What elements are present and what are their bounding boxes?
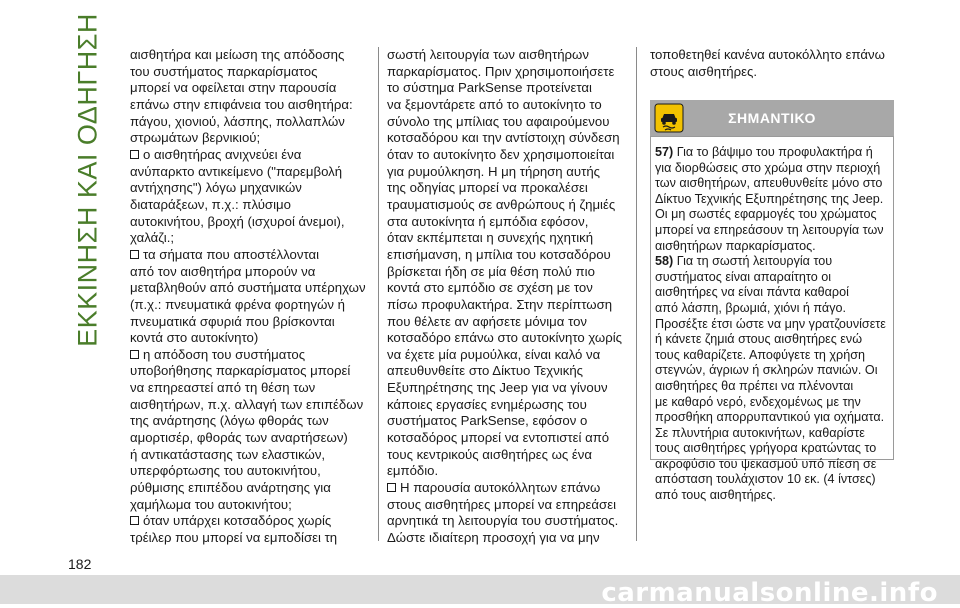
- notice-line: [655, 301, 893, 317]
- notice-line-text: με καθαρό νερό, ενδεχομένως με την: [655, 394, 861, 409]
- line-text: της ανάρτησης (λόγω φθοράς των: [130, 413, 329, 429]
- line-text: στους αισθητήρες μπορεί να επηρεάσει: [387, 496, 616, 512]
- line-text: κοντά στο εμπόδιο σε σχέση με τον: [387, 280, 593, 296]
- text-line: [130, 97, 370, 114]
- line-text: Δώστε ιδιαίτερη προσοχή για να μην: [387, 530, 600, 546]
- line-text: τραυματισμούς σε ανθρώπους ή ζημιές: [387, 196, 616, 212]
- checkbox-bullet-icon: [130, 150, 139, 159]
- notice-line-text: από τους αισθητήρες.: [655, 488, 776, 503]
- line-text: Η παρουσία αυτοκόλλητων επάνω: [400, 480, 601, 496]
- notice-line-text: των αισθητήρων, απευθυνθείτε μόνο στο: [655, 176, 883, 191]
- line-text: που θέλετε αν αφήσετε μόνιμα τον: [387, 313, 588, 329]
- notice-line-text: Σε πλυντήρια αυτοκινήτων, καθαρίστε: [655, 425, 865, 440]
- line-text: αμορτισέρ, φθοράς των αναρτήσεων): [130, 430, 348, 446]
- line-text: πίσω προφυλακτήρα. Στην περίπτωση: [387, 296, 613, 312]
- text-line: [130, 480, 370, 497]
- section-title: [60, 12, 116, 347]
- column-divider: [378, 47, 379, 541]
- notice-line-text: συστήματος είναι απαραίτητο οι: [655, 269, 831, 284]
- text-line: [387, 64, 627, 81]
- checkbox-bullet-icon: [130, 516, 139, 525]
- text-line: [387, 480, 627, 497]
- checkbox-bullet-icon: [387, 483, 396, 492]
- notice-body: [650, 136, 894, 503]
- notice-title: ΣΗΜΑΝΤΙΚΟ: [728, 110, 816, 126]
- important-notice-box: [650, 100, 894, 503]
- notice-line: [655, 488, 893, 504]
- line-text: μπορεί να οφείλεται στην παρουσία: [130, 80, 337, 96]
- line-text: όταν υπάρχει κοτσαδόρος χωρίς: [143, 513, 332, 529]
- line-text: ο αισθητήρας ανιχνεύει ένα: [143, 146, 302, 162]
- line-text: συστήματος ParkSense, εφόσον ο: [387, 413, 588, 429]
- text-line: [387, 247, 627, 264]
- notice-line: [655, 239, 893, 255]
- text-line: [387, 330, 627, 347]
- line-text: το σύστημα ParkSense προτείνεται: [387, 80, 592, 96]
- line-text: στους αισθητήρες.: [650, 63, 758, 79]
- line-text: χαλάζι.;: [130, 230, 175, 246]
- line-text: απευθυνθείτε στο Δίκτυο Τεχνικής: [387, 363, 584, 379]
- line-text: ρύθμισης επιπέδου ανάρτησης για: [130, 480, 331, 496]
- text-line: [387, 297, 627, 314]
- notice-line-text: τους αισθητήρες γρήγορα κρατώντας το: [655, 441, 877, 456]
- text-line: [130, 80, 370, 97]
- text-line: [387, 497, 627, 514]
- notice-line: [655, 363, 893, 379]
- line-text: παρκαρίσματος. Πριν χρησιμοποιήσετε: [387, 63, 615, 79]
- notice-line: [655, 457, 893, 473]
- text-line: [130, 463, 370, 480]
- notice-line: [655, 161, 893, 177]
- line-text: πάγου, χιονιού, λάσπης, πολλαπλών: [130, 113, 345, 129]
- line-text: του συστήματος παρκαρίσματος: [130, 63, 318, 79]
- notice-line-text: τους καθαρίζετε. Αποφύγετε τη χρήση: [655, 347, 865, 362]
- text-line: [387, 463, 627, 480]
- notice-line-text: Προσέξτε έτσι ώστε να μην γρατζουνίσετε: [655, 316, 886, 331]
- notice-line: [655, 379, 893, 395]
- text-column-2: [387, 47, 627, 547]
- line-text: τοποθετηθεί κανένα αυτοκόλλητο επάνω: [650, 47, 885, 62]
- line-text: σύνολο της μπίλιας του αφαιρούμενου: [387, 113, 610, 129]
- text-line: [387, 347, 627, 364]
- notice-line-text: ή κάνετε ζημιά στους αισθητήρες ενώ: [655, 332, 863, 347]
- notice-line: [655, 192, 893, 208]
- text-line: [130, 214, 370, 231]
- notice-line-text: αισθητήρες θα πρέπει να πλένονται: [655, 378, 854, 393]
- line-text: αυτοκινήτου, βροχή (ισχυροί άνεμοι),: [130, 213, 345, 229]
- line-text: Εξυπηρέτησης της Jeep για να γίνουν: [387, 380, 608, 396]
- notice-line: [655, 426, 893, 442]
- text-line: [130, 530, 370, 547]
- notice-line: [655, 223, 893, 239]
- notice-line: [655, 317, 893, 333]
- line-text: τα σήματα που αποστέλλονται: [143, 246, 320, 262]
- line-text: εμπόδιο.: [387, 463, 439, 479]
- line-text: η απόδοση του συστήματος: [143, 346, 306, 362]
- line-text: όταν εκπέμπεται η συνεχής ηχητική: [387, 230, 594, 246]
- line-text: μεταβληθούν από συστήματα υπέρηχων: [130, 280, 366, 296]
- text-line: [130, 447, 370, 464]
- line-text: βρίσκεται ήδη σε μία θέση πολύ πιο: [387, 263, 595, 279]
- notice-line-text: απόσταση τουλάχιστον 10 εκ. (4 ίντσες): [655, 472, 876, 487]
- text-line: [387, 280, 627, 297]
- notice-line-text: στεγνών, άγριων ή σκληρών πανιών. Οι: [655, 363, 878, 378]
- notice-line-text: Οι μη σωστές εφαρμογές του χρώματος: [655, 207, 877, 222]
- text-line: [387, 147, 627, 164]
- text-line: [130, 230, 370, 247]
- line-text: αισθητήρων, π.χ. αλλαγή των επιπέδων: [130, 396, 364, 412]
- text-line: [387, 430, 627, 447]
- text-line: [130, 197, 370, 214]
- page-number: 182: [68, 556, 92, 572]
- column-divider: [636, 47, 637, 541]
- text-line: [130, 297, 370, 314]
- notice-line: [655, 285, 893, 301]
- text-line: [387, 380, 627, 397]
- text-line: [387, 363, 627, 380]
- notice-line-text: ακροφύσιο του ψεκασμού υπό πίεση σε: [655, 456, 877, 471]
- text-line: [130, 397, 370, 414]
- text-line: [130, 330, 370, 347]
- note-number: 58): [655, 254, 674, 269]
- text-line: [387, 130, 627, 147]
- notice-line: [655, 348, 893, 364]
- line-text: αντήχησης") λόγω μηχανικών: [130, 180, 302, 196]
- line-text: όταν το αυτοκίνητο δεν χρησιμοποιείται: [387, 146, 615, 162]
- notice-line-text: Για τη σωστή λειτουργία του: [673, 254, 833, 269]
- text-line: [387, 230, 627, 247]
- text-line: [650, 47, 895, 64]
- text-line: [130, 280, 370, 297]
- text-line: [130, 247, 370, 264]
- notice-line: [655, 176, 893, 192]
- note-number: 57): [655, 145, 674, 159]
- text-line: [387, 164, 627, 181]
- notice-line: [655, 145, 893, 161]
- line-text: από τον αισθητήρα μπορούν να: [130, 263, 316, 279]
- notice-line: [655, 395, 893, 411]
- line-text: υποβοήθησης παρκαρίσματος μπορεί: [130, 363, 351, 379]
- text-column-3: [650, 47, 895, 80]
- line-text: τρέιλερ που μπορεί να εμποδίσει τη: [130, 530, 338, 546]
- notice-line: [655, 254, 893, 270]
- text-line: [650, 64, 895, 81]
- line-text: κοτσαδόρος μπορεί να εντοπιστεί από: [387, 430, 610, 446]
- watermark-bar: [0, 575, 960, 608]
- text-line: [387, 214, 627, 231]
- line-text: να έχετε μία ρυμούλκα, είναι καλό να: [387, 346, 601, 362]
- text-line: [130, 363, 370, 380]
- text-line: [387, 180, 627, 197]
- text-line: [130, 47, 370, 64]
- line-text: κοτσαδόρο επάνω στο αυτοκίνητο χωρίς: [387, 330, 622, 346]
- text-line: [387, 513, 627, 530]
- notice-line-text: Δίκτυο Τεχνικής Εξυπηρέτησης της Jeep.: [655, 191, 884, 206]
- line-text: κοντά στο αυτοκίνητο): [130, 330, 259, 346]
- line-text: της οδηγίας μπορεί να προκαλέσει: [387, 180, 588, 196]
- text-line: [130, 314, 370, 331]
- line-text: επάνω στην επιφάνεια του αισθητήρα:: [130, 96, 353, 112]
- text-line: [387, 447, 627, 464]
- text-column-1: [130, 47, 370, 547]
- line-text: να επηρεαστεί από τη θέση των: [130, 380, 316, 396]
- line-text: διαταράξεων, π.χ.: πλύσιμο: [130, 196, 291, 212]
- text-line: [387, 530, 627, 547]
- text-line: [387, 413, 627, 430]
- notice-line-text: από λάσπη, βρωμιά, χιόνι ή πάγο.: [655, 300, 846, 315]
- text-line: [130, 264, 370, 281]
- notice-line: [655, 441, 893, 457]
- line-text: κοτσαδόρου και την αντίστοιχη σύνδεση: [387, 130, 620, 146]
- notice-line: [655, 270, 893, 286]
- text-line: [130, 164, 370, 181]
- notice-line: [655, 207, 893, 223]
- line-text: χαμήλωμα του αυτοκινήτου;: [130, 496, 292, 512]
- line-text: αισθητήρα και μείωση της απόδοσης: [130, 47, 345, 62]
- text-line: [387, 397, 627, 414]
- text-line: [130, 413, 370, 430]
- line-text: επισήμανση, η μπίλια του κοτσαδόρου: [387, 246, 611, 262]
- line-text: στρωμάτων βερνικιού;: [130, 130, 261, 146]
- notice-line: [655, 410, 893, 426]
- text-line: [130, 347, 370, 364]
- checkbox-bullet-icon: [130, 250, 139, 259]
- line-text: πνευματικά σφυριά που βρίσκονται: [130, 313, 335, 329]
- line-text: ή αντικατάστασης των ελαστικών,: [130, 446, 326, 462]
- text-line: [387, 264, 627, 281]
- notice-line-text: αισθητήρων παρκαρίσματος.: [655, 238, 816, 253]
- line-text: τους κεντρικούς αισθητήρες ως ένα: [387, 446, 593, 462]
- notice-line: [655, 472, 893, 488]
- line-text: (π.χ.: πνευματικά φρένα φορτηγών ή: [130, 296, 345, 312]
- line-text: αρνητικά τη λειτουργία του συστήματος.: [387, 513, 619, 529]
- notice-line-text: για διορθώσεις στο χρώμα στην περιοχή: [655, 160, 881, 175]
- line-text: να ξεμοντάρετε από το αυτοκίνητο το: [387, 96, 602, 112]
- text-line: [387, 314, 627, 331]
- text-line: [130, 513, 370, 530]
- text-line: [387, 80, 627, 97]
- text-line: [130, 147, 370, 164]
- text-line: [130, 380, 370, 397]
- section-title-text: ΕΚΚΙΝΗΣΗ ΚΑΙ ΟΔΗΓΗΣΗ: [72, 12, 103, 347]
- text-line: [130, 130, 370, 147]
- text-line: [130, 64, 370, 81]
- text-line: [130, 180, 370, 197]
- line-text: στα αυτοκίνητα ή εμπόδια εφόσον,: [387, 213, 589, 229]
- text-line: [130, 114, 370, 131]
- line-text: ανύπαρκτο αντικείμενο ("παρεμβολή: [130, 163, 343, 179]
- text-line: [130, 497, 370, 514]
- text-line: [387, 197, 627, 214]
- line-text: κάποιες εργασίες ενημέρωσης του: [387, 396, 587, 412]
- text-line: [387, 97, 627, 114]
- notice-line-text: αισθητήρες να είναι πάντα καθαροί: [655, 285, 849, 300]
- line-text: σωστή λειτουργία των αισθητήρων: [387, 47, 589, 62]
- checkbox-bullet-icon: [130, 350, 139, 359]
- notice-header: [650, 100, 894, 136]
- text-line: [387, 114, 627, 131]
- watermark-text: carmanualsonline.info: [601, 578, 938, 608]
- notice-line-text: Για το βάψιμο του προφυλακτήρα ή: [673, 145, 873, 159]
- notice-line-text: προσθήκη απορρυπαντικού για οχήματα.: [655, 410, 885, 425]
- line-text: υπερφόρτωσης του αυτοκινήτου,: [130, 463, 321, 479]
- line-text: για ρυμούλκηση. Η μη τήρηση αυτής: [387, 163, 601, 179]
- notice-line-text: μπορεί να επηρεάσουν τη λειτουργία των: [655, 222, 884, 237]
- text-line: [130, 430, 370, 447]
- notice-line: [655, 332, 893, 348]
- text-line: [387, 47, 627, 64]
